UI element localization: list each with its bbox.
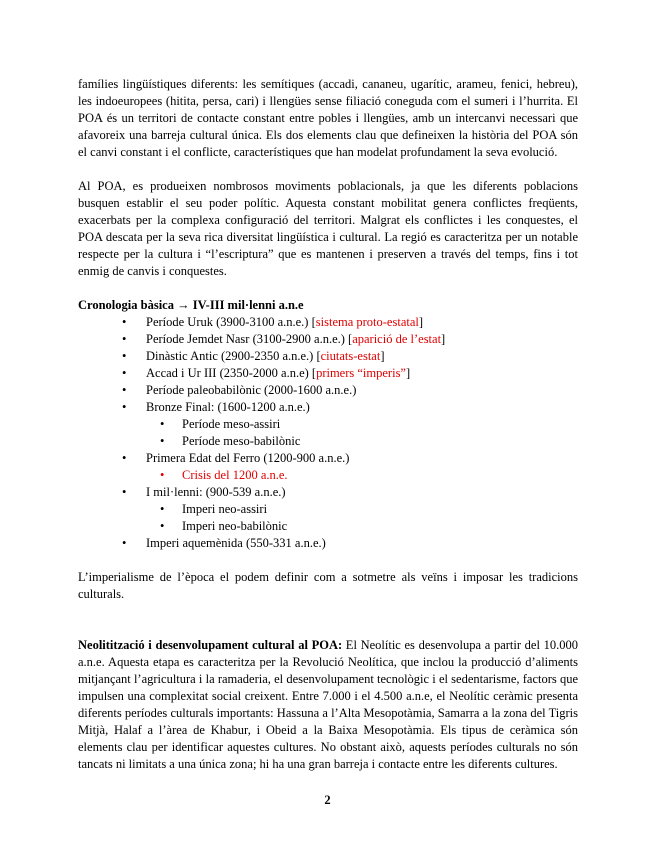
list-item: • Bronze Final: (1600-1200 a.n.e.) xyxy=(78,399,578,416)
list-item: • Imperi aquemènida (550-331 a.n.e.) xyxy=(78,535,578,552)
sub-list-item: • Crisis del 1200 a.n.e. xyxy=(78,467,578,484)
list-item: • I mil·lenni: (900-539 a.n.e.) xyxy=(78,484,578,501)
list-item: • Accad i Ur III (2350-2000 a.n.e) [primers “imperis”] xyxy=(78,365,578,382)
sub-list-item: • Període meso-assiri xyxy=(78,416,578,433)
list-item: • Dinàstic Antic (2900-2350 a.n.e.) [ciutats-estat] xyxy=(78,348,578,365)
list-item: • Període paleobabilònic (2000-1600 a.n.e.) xyxy=(78,382,578,399)
sub-list-item: • Imperi neo-babilònic xyxy=(78,518,578,535)
neolithic-body: El Neolític es desenvolupa a partir del 10.000 a.n.e. Aquesta etapa es caracteritza per la Revolució Neolítica, que inclou la producció d’aliments mitjançant l’agricultura i la ramaderia, el desenvolupament tecnològic i el sedentarisme, factors que impulsen una complexitat social creixent. Entre 7.000 i el 4.500 a.n.e, el Neolític ceràmic presenta diferents períodes culturals importants: Hassuna a l’Alta Mesopotàmia, Samarra a la zona del Tigris Mitjà, Halaf a l’àrea de Khabur, i Obeid a la Baixa Mesopotàmia. Els tipus de ceràmica són elements clau per identificar aquestes cultures. No obstant això, aquests períodes culturals no són tancats ni limitats a una única zona; hi ha una gran barreja i contacte entre les diferents cultures. xyxy=(78,638,578,771)
paragraph-imperialism: L’imperialisme de l’època el podem definir com a sotmetre als veïns i imposar les tradicions culturals. xyxy=(78,570,578,601)
list-item: • Període Jemdet Nasr (3100-2900 a.n.e.) [aparició de l’estat] xyxy=(78,331,578,348)
paragraph-movements: Al POA, es produeixen nombrosos moviments poblacionals, ja que les diferents poblacions busquen establir el seu poder polític. Aquesta constant mobilitat genera conflictes freqüents, exacerbats per la complexa configuració del territori. Malgrat els conflictes i les conquestes, el POA descata per la seva rica diversitat lingüística i cultural. La regió es caracteritza per un notable respecte per la cultura i “l’escriptura” que es mantenen i preserven a través del temps, fins i tot enmig de canvis i conquestes. xyxy=(78,179,578,278)
paragraph-languages: famílies lingüístiques diferents: les semítiques (accadi, cananeu, ugarític, arameu, fenici, hebreu), les indoeuropees (hitita, persa, cari) i llengües sense filiació coneguda com el sumeri i l’hurrita. El POA és un territori de contacte constant entre pobles i llengües, amb un intercanvi necessari que afavoreix una barreja cultural única. Els dos elements clau que defineixen la història del POA són el canvi constant i el conflicte, característiques que han modelat profundament la seva evolució. xyxy=(78,77,578,159)
chronology-heading: Cronologia bàsica → IV-III mil·lenni a.n.e xyxy=(78,298,304,312)
sub-list-item: • Període meso-babilònic xyxy=(78,433,578,450)
list-item: • Primera Edat del Ferro (1200-900 a.n.e.) xyxy=(78,450,578,467)
list-item: • Període Uruk (3900-3100 a.n.e.) [sistema proto-estatal] xyxy=(78,314,578,331)
sub-list-item: • Imperi neo-assiri xyxy=(78,501,578,518)
chronology-list xyxy=(78,314,578,552)
paragraph-neolithic xyxy=(78,637,578,773)
document-page xyxy=(78,76,578,773)
page-number: 2 xyxy=(324,793,331,807)
neolithic-title: Neolitització i desenvolupament cultural al POA: xyxy=(78,638,343,652)
